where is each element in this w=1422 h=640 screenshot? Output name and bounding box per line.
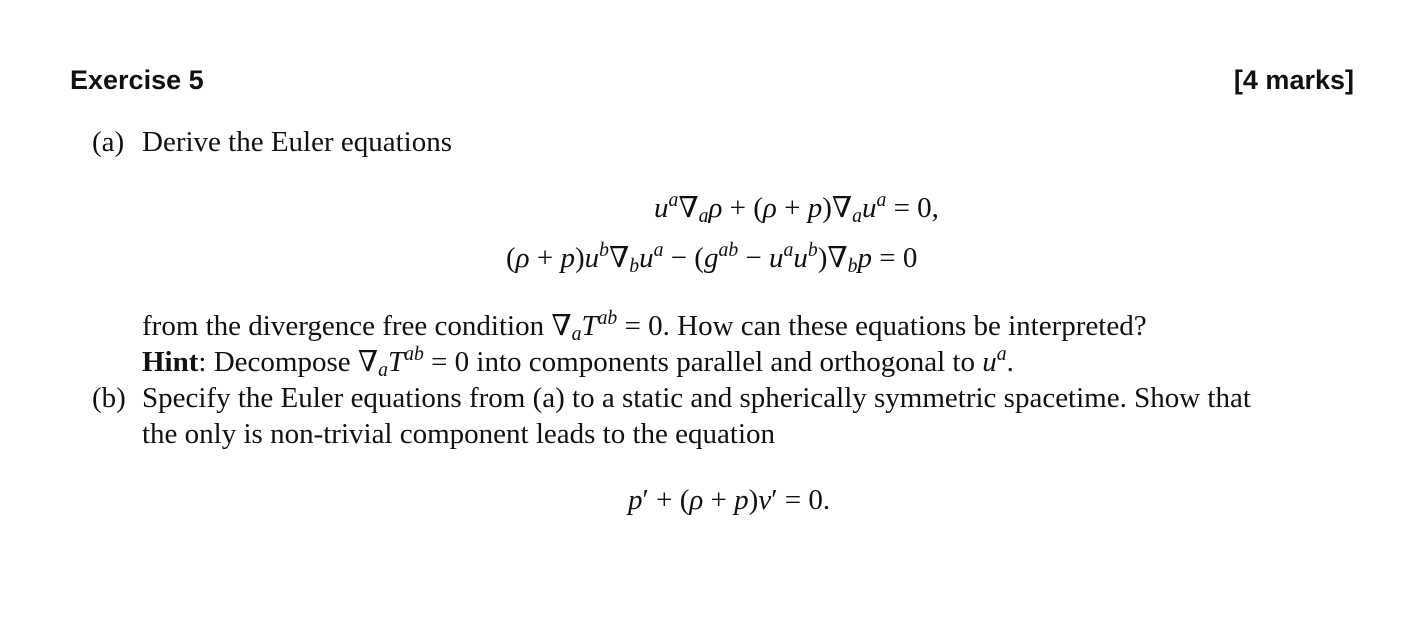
- divergence-expression: $\nabla_aT^{ab}$: [551, 307, 618, 345]
- euler-equation-1: $u^a\nabla_a\rho + (\rho + p)\nabla_au^a = 0$,: [654, 189, 939, 227]
- hint-text-end: .: [1006, 346, 1014, 378]
- hint-velocity: $u^a$: [982, 343, 1007, 378]
- pressure-equation: p′ + (ρ + p)ν′ = 0.: [628, 484, 831, 516]
- part-b-line-1: Specify the Euler equations from (a) to a static and spherically symmetric spacetime. Show that: [142, 382, 1251, 414]
- part-b-label: (b): [92, 382, 126, 414]
- exercise-title: Exercise 5: [70, 64, 204, 95]
- part-a-label: (a): [92, 126, 125, 158]
- part-a-intro: Derive the Euler equations: [142, 126, 453, 158]
- hint-text-mid: = 0 into components parallel and orthogonal to: [423, 346, 983, 378]
- hint-label: Hint: [142, 346, 199, 378]
- part-a-condition-line: [142, 308, 1147, 344]
- euler-equation-2: $(\rho + p)u^b\nabla_bu^a - (g^{ab} - u^au^b)\nabla_bp = 0$: [506, 239, 918, 277]
- exercise-marks: [4 marks]: [1233, 64, 1354, 95]
- exercise-header: [70, 60, 1354, 100]
- condition-text-start: from the divergence free condition: [142, 310, 552, 342]
- condition-text-end: = 0. How can these equations be interpreted?: [617, 310, 1147, 342]
- hint-text-start: : Decompose: [198, 346, 358, 378]
- part-a-hint-line: [142, 344, 1014, 380]
- hint-divergence-expression: $\nabla_aT^{ab}$: [357, 343, 424, 381]
- part-b-line-2: the only is non-trivial component leads to the equation: [142, 418, 776, 450]
